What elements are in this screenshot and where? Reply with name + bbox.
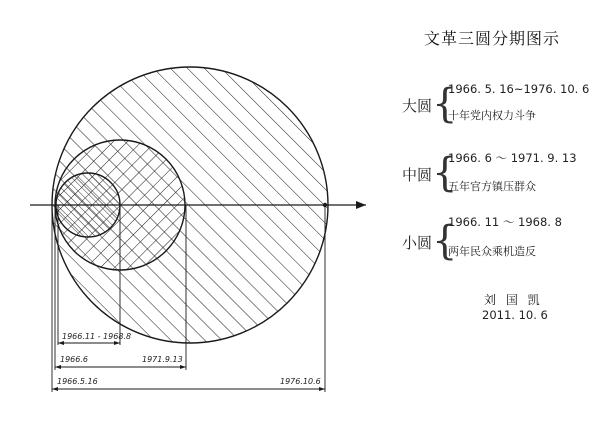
circle-label-big: 大圆 — [402, 97, 433, 115]
desc-mid: 五年官方镇压群众 — [448, 180, 536, 193]
dim-label-small: 1966.11 - 1968.8 — [62, 332, 132, 341]
author-name: 刘 国 凯 — [484, 293, 543, 307]
range-small: 1966. 11 ～ 1968. 8 — [448, 215, 562, 229]
dim-label-big-end: 1976.10.6 — [280, 377, 321, 386]
brace-mid-icon: { — [432, 150, 458, 196]
dim-label-mid-end: 1971.9.13 — [142, 355, 183, 364]
diagram-title: 文革三圆分期图示 — [424, 29, 561, 48]
desc-small: 两年民众乘机造反 — [448, 245, 536, 258]
axis-arrow-icon — [356, 201, 366, 209]
range-big: 1966. 5. 16~1976. 10. 6 — [448, 82, 590, 96]
signature-date: 2011. 10. 6 — [482, 308, 548, 322]
circle-label-small: 小圆 — [402, 234, 433, 252]
circle-label-mid: 中圆 — [402, 166, 433, 184]
dim-label-big-start: 1966.5.16 — [57, 377, 98, 386]
brace-small-icon: { — [432, 218, 458, 264]
dim-label-mid-start: 1966.6 — [60, 355, 88, 364]
brace-big-icon: { — [432, 81, 458, 127]
range-mid: 1966. 6 ～ 1971. 9. 13 — [448, 151, 577, 165]
desc-big: 十年党内权力斗争 — [448, 109, 536, 122]
